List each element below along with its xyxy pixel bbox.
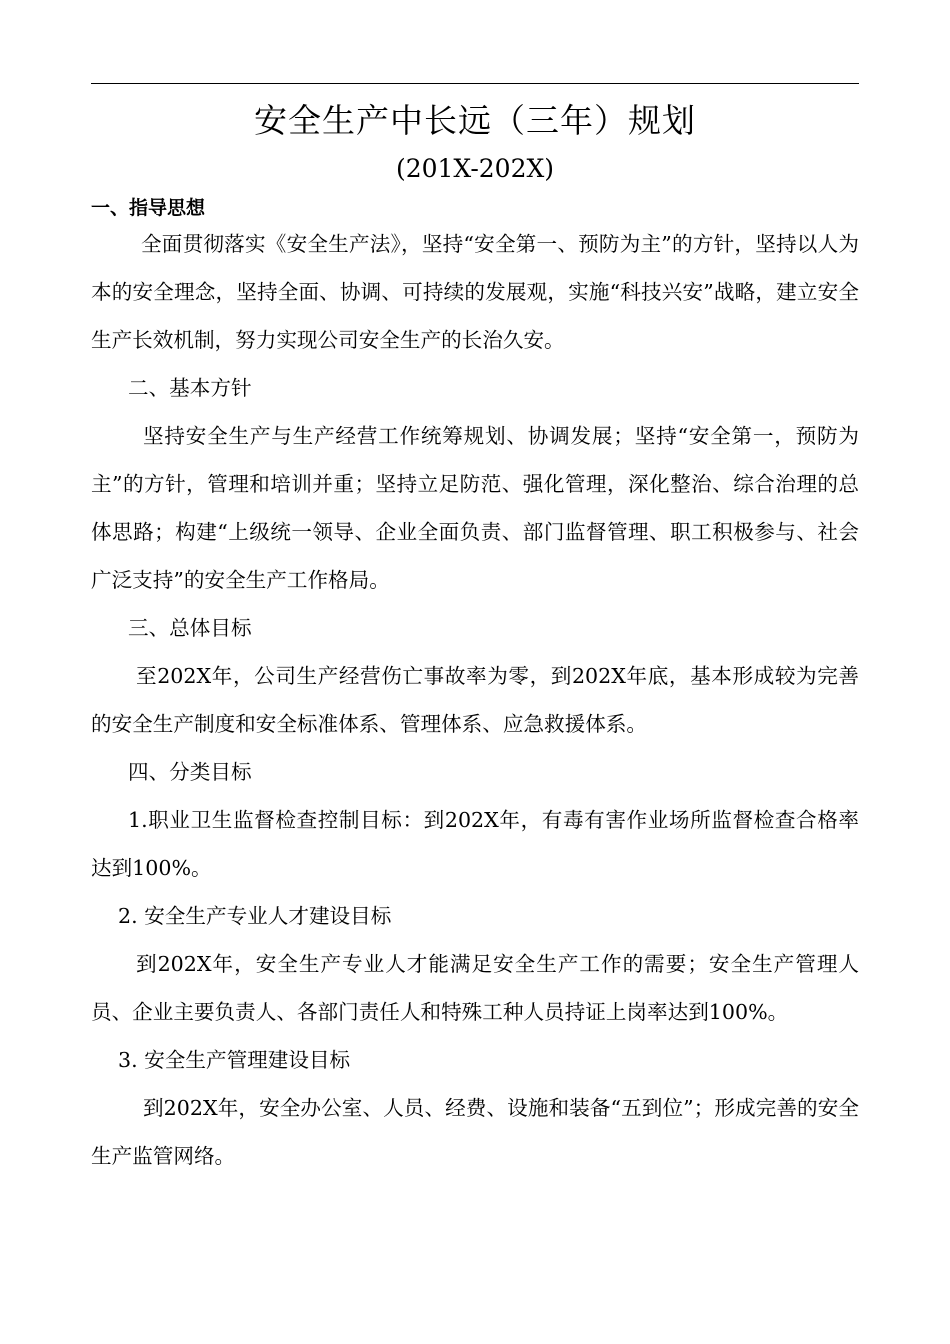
paragraph-basic-policy: 坚持安全生产与生产经营工作统筹规划、协调发展；坚持“安全第一，预防为主”的方针，管理和培训并重；坚持立足防范、强化管理，深化整治、综合治理的总体思路；构建“上级统一领导、企业全面负责、部门监督管理、职工积极参与、社会广泛支持”的安全生产工作格局。 <box>91 424 859 592</box>
paragraph-guiding-ideology: 全面贯彻落实《安全生产法》，坚持“安全第一、预防为主”的方针，坚持以人为本的安全理念，坚持全面、协调、可持续的发展观，实施“科技兴安”战略，建立安全生产长效机制，努力实现公司安全生产的长治久安。 <box>91 232 859 352</box>
section-heading-category-goals: 四、分类目标 <box>128 760 252 784</box>
document-subtitle: (201X-202X) <box>395 154 555 183</box>
paragraph-item-1: 1.职业卫生监督检查控制目标：到202X年，有毒有害作业场所监督检查合格率达到100%。 <box>91 808 859 880</box>
section-heading-overall-goals: 三、总体目标 <box>128 616 252 640</box>
section-heading-guiding-ideology: 一、指导思想 <box>91 197 206 219</box>
header-rule <box>91 83 859 84</box>
document-body <box>91 194 859 1180</box>
item-text-2: 到202X年，安全生产专业人才能满足安全生产工作的需要；安全生产管理人员、企业主要负责人、各部门责任人和特殊工种人员持证上岗率达到100%。 <box>91 952 859 1024</box>
paragraph-overall-goals: 至202X年，公司生产经营伤亡事故率为零，到202X年底，基本形成较为完善的安全生产制度和安全标准体系、管理体系、应急救援体系。 <box>91 664 859 736</box>
item-text-3: 到202X年，安全办公室、人员、经费、设施和装备“五到位”；形成完善的安全生产监管网络。 <box>91 1096 859 1168</box>
section-heading-basic-policy: 二、基本方针 <box>128 376 252 400</box>
document-title: 安全生产中长远（三年）规划 <box>254 101 696 140</box>
item-title-3: 3. 安全生产管理建设目标 <box>118 1048 351 1072</box>
item-title-2: 2. 安全生产专业人才建设目标 <box>118 904 392 928</box>
